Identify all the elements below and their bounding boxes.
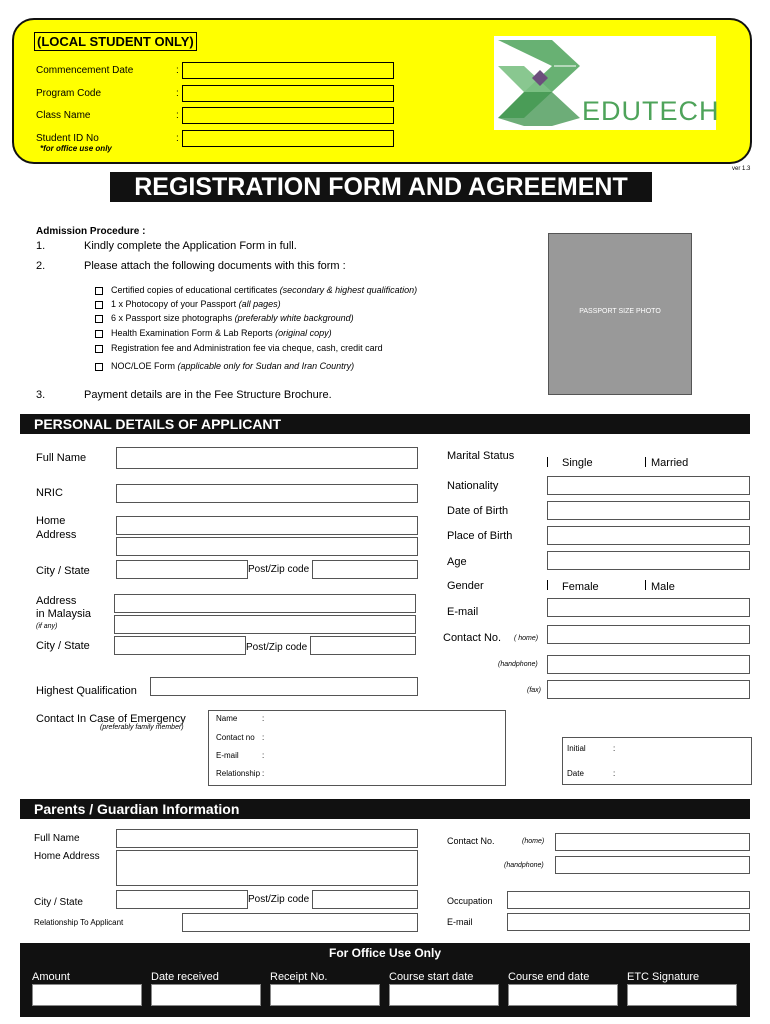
if-any-note: (if any) <box>36 623 58 630</box>
home-label: Home <box>36 515 66 527</box>
parent-home-phone-field[interactable] <box>555 833 750 851</box>
home-address-field-2[interactable] <box>116 537 418 556</box>
course-start-date-field[interactable] <box>389 984 499 1006</box>
city-state-field[interactable] <box>114 636 246 655</box>
document-item: 6 x Passport size photographs (preferably white background) <box>111 313 354 323</box>
emergency-contact-label: Contact In Case of Emergency <box>36 713 186 725</box>
parent-contact-label: Contact No. <box>447 836 495 846</box>
step-text: Payment details are in the Fee Structure Brochure. <box>84 389 332 401</box>
amount-field[interactable] <box>32 984 142 1006</box>
parent-full-name-label: Full Name <box>34 833 80 844</box>
pob-label: Place of Birth <box>447 530 513 542</box>
receipt-no-field[interactable] <box>270 984 380 1006</box>
gender-label: Gender <box>447 580 484 592</box>
parent-home-address-label: Home Address <box>34 851 100 862</box>
parent-occupation-field[interactable] <box>507 891 750 909</box>
city-state-label: City / State <box>36 565 90 577</box>
local-student-title: (LOCAL STUDENT ONLY) <box>34 32 197 51</box>
course-end-date-field[interactable] <box>508 984 618 1006</box>
emergency-email-label: E-mail <box>216 751 239 760</box>
checkbox[interactable] <box>95 345 103 353</box>
checkbox[interactable] <box>95 287 103 295</box>
emergency-name-label: Name <box>216 714 238 723</box>
course-end-date-label: Course end date <box>508 971 590 983</box>
student-id-field[interactable] <box>182 130 394 147</box>
address-malaysia-label-2: in Malaysia <box>36 608 92 620</box>
document-item: 1 x Photocopy of your Passport (all pages) <box>111 299 281 309</box>
commencement-date-label: Commencement Date <box>36 65 134 76</box>
office-use-note: *for office use only <box>40 144 112 153</box>
date-received-label: Date received <box>151 971 219 983</box>
relationship-to-applicant-field[interactable] <box>182 913 418 932</box>
date-label: Date <box>567 769 584 778</box>
postcode-label: Post/Zip code <box>248 564 310 575</box>
commencement-date-field[interactable] <box>182 62 394 79</box>
parent-email-field[interactable] <box>507 913 750 931</box>
email-field[interactable] <box>547 598 750 617</box>
class-name-label: Class Name <box>36 110 91 121</box>
colon: : <box>613 744 616 753</box>
program-code-label: Program Code <box>36 88 102 99</box>
address-malaysia-label: Address <box>36 595 77 607</box>
female-checkbox[interactable] <box>547 580 548 590</box>
checkbox[interactable] <box>95 330 103 338</box>
step-text: Kindly complete the Application Form in full. <box>84 240 297 252</box>
emergency-relationship-label: Relationship <box>216 769 261 778</box>
parent-home-tag: (home) <box>522 838 545 845</box>
step-number: 3. <box>36 389 46 401</box>
highest-qualification-label: Highest Qualification <box>36 685 137 697</box>
parent-postcode-label: Post/Zip code <box>248 894 310 905</box>
contact-no-label: Contact No. <box>443 632 502 644</box>
malaysia-address-field-2[interactable] <box>114 615 416 634</box>
parent-handphone-field[interactable] <box>555 856 750 874</box>
personal-details-heading: PERSONAL DETAILS OF APPLICANT <box>20 414 750 434</box>
female-label: Female <box>562 581 599 593</box>
nationality-field[interactable] <box>547 476 750 495</box>
male-checkbox[interactable] <box>645 580 646 590</box>
age-label: Age <box>447 556 467 568</box>
edutech-logo-text: EDUTECH <box>582 96 720 126</box>
document-item: Health Examination Form & Lab Reports (original copy) <box>111 328 332 338</box>
initial-date-box[interactable] <box>562 737 752 785</box>
parent-city-state-field[interactable] <box>116 890 248 909</box>
document-item: NOC/LOE Form (applicable only for Sudan and Iran Country) <box>111 361 355 371</box>
date-received-field[interactable] <box>151 984 261 1006</box>
married-label: Married <box>651 457 689 469</box>
city-state-field[interactable] <box>116 560 248 579</box>
fax-field[interactable] <box>547 680 750 699</box>
handphone-field[interactable] <box>547 655 750 674</box>
etc-signature-label: ETC Signature <box>627 971 700 983</box>
checkbox[interactable] <box>95 363 103 371</box>
emergency-contact-no-label: Contact no <box>216 733 255 742</box>
receipt-no-label: Receipt No. <box>270 971 328 983</box>
admission-title: Admission Procedure : <box>36 226 146 237</box>
parents-heading: Parents / Guardian Information <box>20 799 750 819</box>
program-code-field[interactable] <box>182 85 394 102</box>
address-label: Address <box>36 529 77 541</box>
email-label: E-mail <box>447 606 479 618</box>
colon: : <box>176 133 179 144</box>
full-name-label: Full Name <box>36 452 87 464</box>
highest-qualification-field[interactable] <box>150 677 418 696</box>
parent-email-label: E-mail <box>447 917 473 927</box>
city-state-label: City / State <box>36 640 90 652</box>
single-label: Single <box>562 457 593 469</box>
step-number: 2. <box>36 260 46 272</box>
pob-field[interactable] <box>547 526 750 545</box>
marital-status-label: Marital Status <box>447 450 515 462</box>
document-item: Registration fee and Administration fee via cheque, cash, credit card <box>111 343 383 353</box>
postcode-field[interactable] <box>312 560 418 579</box>
home-address-field[interactable] <box>116 516 418 535</box>
form-title: REGISTRATION FORM AND AGREEMENT <box>110 172 652 202</box>
course-start-date-label: Course start date <box>389 971 474 983</box>
amount-label: Amount <box>32 971 70 983</box>
step-text: Please attach the following documents with this form : <box>84 260 346 272</box>
emergency-note: (preferably family member) <box>100 724 184 731</box>
single-checkbox[interactable] <box>547 457 548 467</box>
etc-signature-field[interactable] <box>627 984 737 1006</box>
initial-label: Initial <box>567 744 586 753</box>
checkbox[interactable] <box>95 315 103 323</box>
colon: : <box>176 65 179 76</box>
fax-tag: (fax) <box>527 687 541 694</box>
age-field[interactable] <box>547 551 750 570</box>
home-tag: ( home) <box>514 635 539 642</box>
married-checkbox[interactable] <box>645 457 646 467</box>
male-label: Male <box>651 581 675 593</box>
dob-field[interactable] <box>547 501 750 520</box>
parent-home-address-field[interactable] <box>116 850 418 886</box>
colon: : <box>262 751 265 760</box>
colon: : <box>262 733 265 742</box>
malaysia-address-field[interactable] <box>114 594 416 613</box>
parent-full-name-field[interactable] <box>116 829 418 848</box>
home-phone-field[interactable] <box>547 625 750 644</box>
parent-handphone-tag: (handphone) <box>504 862 544 869</box>
document-item: Certified copies of educational certificates (secondary & highest qualification) <box>111 285 418 295</box>
full-name-field[interactable] <box>116 447 418 469</box>
parent-postcode-field[interactable] <box>312 890 418 909</box>
nric-label: NRIC <box>36 487 63 499</box>
step-number: 1. <box>36 240 46 252</box>
dob-label: Date of Birth <box>447 505 509 517</box>
checkbox[interactable] <box>95 301 103 309</box>
parent-city-state-label: City / State <box>34 897 83 908</box>
passport-photo-label: PASSPORT SIZE PHOTO <box>579 308 661 315</box>
postcode-field[interactable] <box>310 636 416 655</box>
colon: : <box>262 714 265 723</box>
student-id-label: Student ID No <box>36 133 99 144</box>
parent-occupation-label: Occupation <box>447 896 493 906</box>
colon: : <box>613 769 616 778</box>
class-name-field[interactable] <box>182 107 394 124</box>
handphone-tag: (handphone) <box>498 661 538 668</box>
office-use-title: For Office Use Only <box>328 946 442 960</box>
colon: : <box>176 88 179 99</box>
postcode-label: Post/Zip code <box>246 642 308 653</box>
colon: : <box>176 110 179 121</box>
relationship-to-applicant-label: Relationship To Applicant <box>34 918 124 927</box>
nationality-label: Nationality <box>447 480 499 492</box>
nric-field[interactable] <box>116 484 418 503</box>
colon: : <box>262 769 265 778</box>
version-label: ver 1.3 <box>732 166 751 172</box>
